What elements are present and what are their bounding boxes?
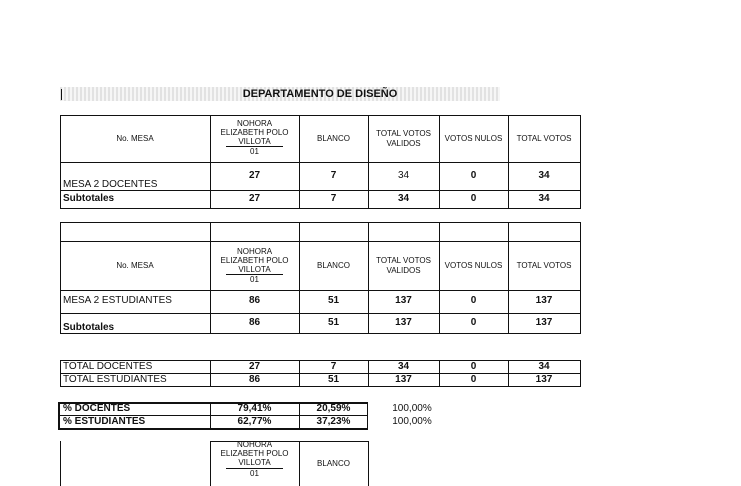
subtotal-label: Subtotales bbox=[63, 193, 115, 205]
total-value: 86 bbox=[248, 373, 261, 385]
candidate-name-line1: NOHORA bbox=[236, 440, 273, 449]
header-nulos: VOTOS NULOS bbox=[444, 260, 503, 270]
table-rule-horizontal bbox=[60, 222, 581, 223]
table-rule-vertical bbox=[580, 222, 581, 333]
header-candidate bbox=[210, 113, 299, 162]
percent-total: 100,00% bbox=[392, 415, 432, 427]
header-validos bbox=[368, 241, 439, 290]
subtotal-value: 51 bbox=[327, 317, 340, 329]
subtotal-value: 137 bbox=[535, 317, 553, 329]
total-value: 137 bbox=[395, 373, 412, 385]
total-value: 0 bbox=[470, 373, 477, 385]
candidate-number: 01 bbox=[250, 275, 259, 285]
subtotal-value: 7 bbox=[330, 193, 337, 205]
subtotal-value: 0 bbox=[470, 193, 477, 205]
candidate-name-line2: ELIZABETH POLO bbox=[220, 255, 289, 265]
department-title: DEPARTAMENTO DE DISEÑO bbox=[242, 87, 398, 100]
header-mesa: No. MESA bbox=[116, 133, 154, 143]
candidate-name-line1: NOHORA bbox=[236, 246, 273, 256]
subtotal-value: 137 bbox=[395, 317, 412, 329]
header-validos bbox=[368, 115, 439, 162]
subtotal-value: 34 bbox=[397, 193, 410, 205]
header-validos-line1: TOTAL VOTOS bbox=[376, 129, 431, 139]
total-docentes-label: TOTAL DOCENTES bbox=[63, 360, 153, 372]
candidate-number: 01 bbox=[250, 147, 259, 157]
header-blanco: BLANCO bbox=[317, 133, 350, 143]
total-estudiantes-label: TOTAL ESTUDIANTES bbox=[63, 373, 167, 385]
subtotal-value: 34 bbox=[538, 193, 550, 205]
total-value: 51 bbox=[327, 373, 340, 385]
candidate-name-line3: VILLOTA bbox=[226, 458, 282, 468]
percent-value: 20,59% bbox=[316, 402, 351, 414]
table-rule-vertical bbox=[60, 441, 61, 486]
header-nulos: VOTOS NULOS bbox=[444, 133, 503, 143]
header-validos-line1: TOTAL VOTOS bbox=[376, 256, 431, 266]
table-rule-horizontal bbox=[58, 428, 368, 430]
total-value: 27 bbox=[248, 360, 261, 372]
table-rule-horizontal bbox=[60, 162, 581, 163]
candidate-name-line3: VILLOTA bbox=[226, 137, 282, 147]
subtotal-value: 86 bbox=[248, 317, 261, 329]
row-value: 34 bbox=[538, 170, 550, 182]
header-candidate bbox=[210, 440, 299, 486]
row-value: 34 bbox=[397, 170, 410, 182]
subtotal-label: Subtotales bbox=[63, 321, 115, 333]
table-rule-horizontal bbox=[60, 386, 581, 387]
candidate-name-line3: VILLOTA bbox=[226, 265, 282, 275]
header-validos-line2: VALIDOS bbox=[386, 265, 421, 275]
header-blanco: BLANCO bbox=[317, 458, 350, 468]
row-value: 137 bbox=[535, 295, 553, 307]
percent-value: 62,77% bbox=[237, 415, 272, 427]
subtotal-value: 0 bbox=[470, 317, 477, 329]
row-value: 137 bbox=[395, 295, 412, 307]
percent-total: 100,00% bbox=[392, 402, 432, 414]
table-rule-vertical bbox=[580, 115, 581, 208]
header-total: TOTAL VOTOS bbox=[516, 260, 572, 270]
header-mesa: No. MESA bbox=[116, 260, 154, 270]
percent-docentes-label: % DOCENTES bbox=[63, 402, 131, 414]
candidate-name-line2: ELIZABETH POLO bbox=[220, 127, 289, 137]
row-label: MESA 2 DOCENTES bbox=[63, 178, 158, 190]
table-rule-horizontal bbox=[60, 208, 581, 209]
percent-estudiantes-label: % ESTUDIANTES bbox=[63, 415, 146, 427]
candidate-name-line1: NOHORA bbox=[236, 118, 273, 128]
header-blanco: BLANCO bbox=[317, 260, 350, 270]
subtotal-value: 27 bbox=[248, 193, 261, 205]
percent-value: 37,23% bbox=[316, 415, 351, 427]
row-value: 0 bbox=[470, 295, 477, 307]
header-validos-line2: VALIDOS bbox=[386, 138, 421, 148]
row-value: 27 bbox=[248, 170, 261, 182]
total-value: 137 bbox=[535, 373, 553, 385]
total-value: 7 bbox=[330, 360, 337, 372]
table-rule-horizontal bbox=[60, 333, 581, 334]
row-label: MESA 2 ESTUDIANTES bbox=[63, 295, 172, 307]
total-value: 34 bbox=[538, 360, 550, 372]
table-rule-vertical bbox=[368, 441, 369, 486]
header-candidate bbox=[210, 241, 299, 290]
row-value: 51 bbox=[327, 295, 340, 307]
total-value: 34 bbox=[397, 360, 410, 372]
header-total: TOTAL VOTOS bbox=[516, 133, 572, 143]
table-rule-vertical bbox=[580, 360, 581, 386]
row-value: 86 bbox=[248, 295, 261, 307]
candidate-name-line2: ELIZABETH POLO bbox=[220, 449, 289, 459]
candidate-number: 01 bbox=[250, 468, 259, 478]
title-marker bbox=[61, 89, 62, 100]
total-value: 0 bbox=[470, 360, 477, 372]
row-value: 7 bbox=[330, 170, 337, 182]
row-value: 0 bbox=[470, 170, 477, 182]
percent-value: 79,41% bbox=[237, 402, 272, 414]
